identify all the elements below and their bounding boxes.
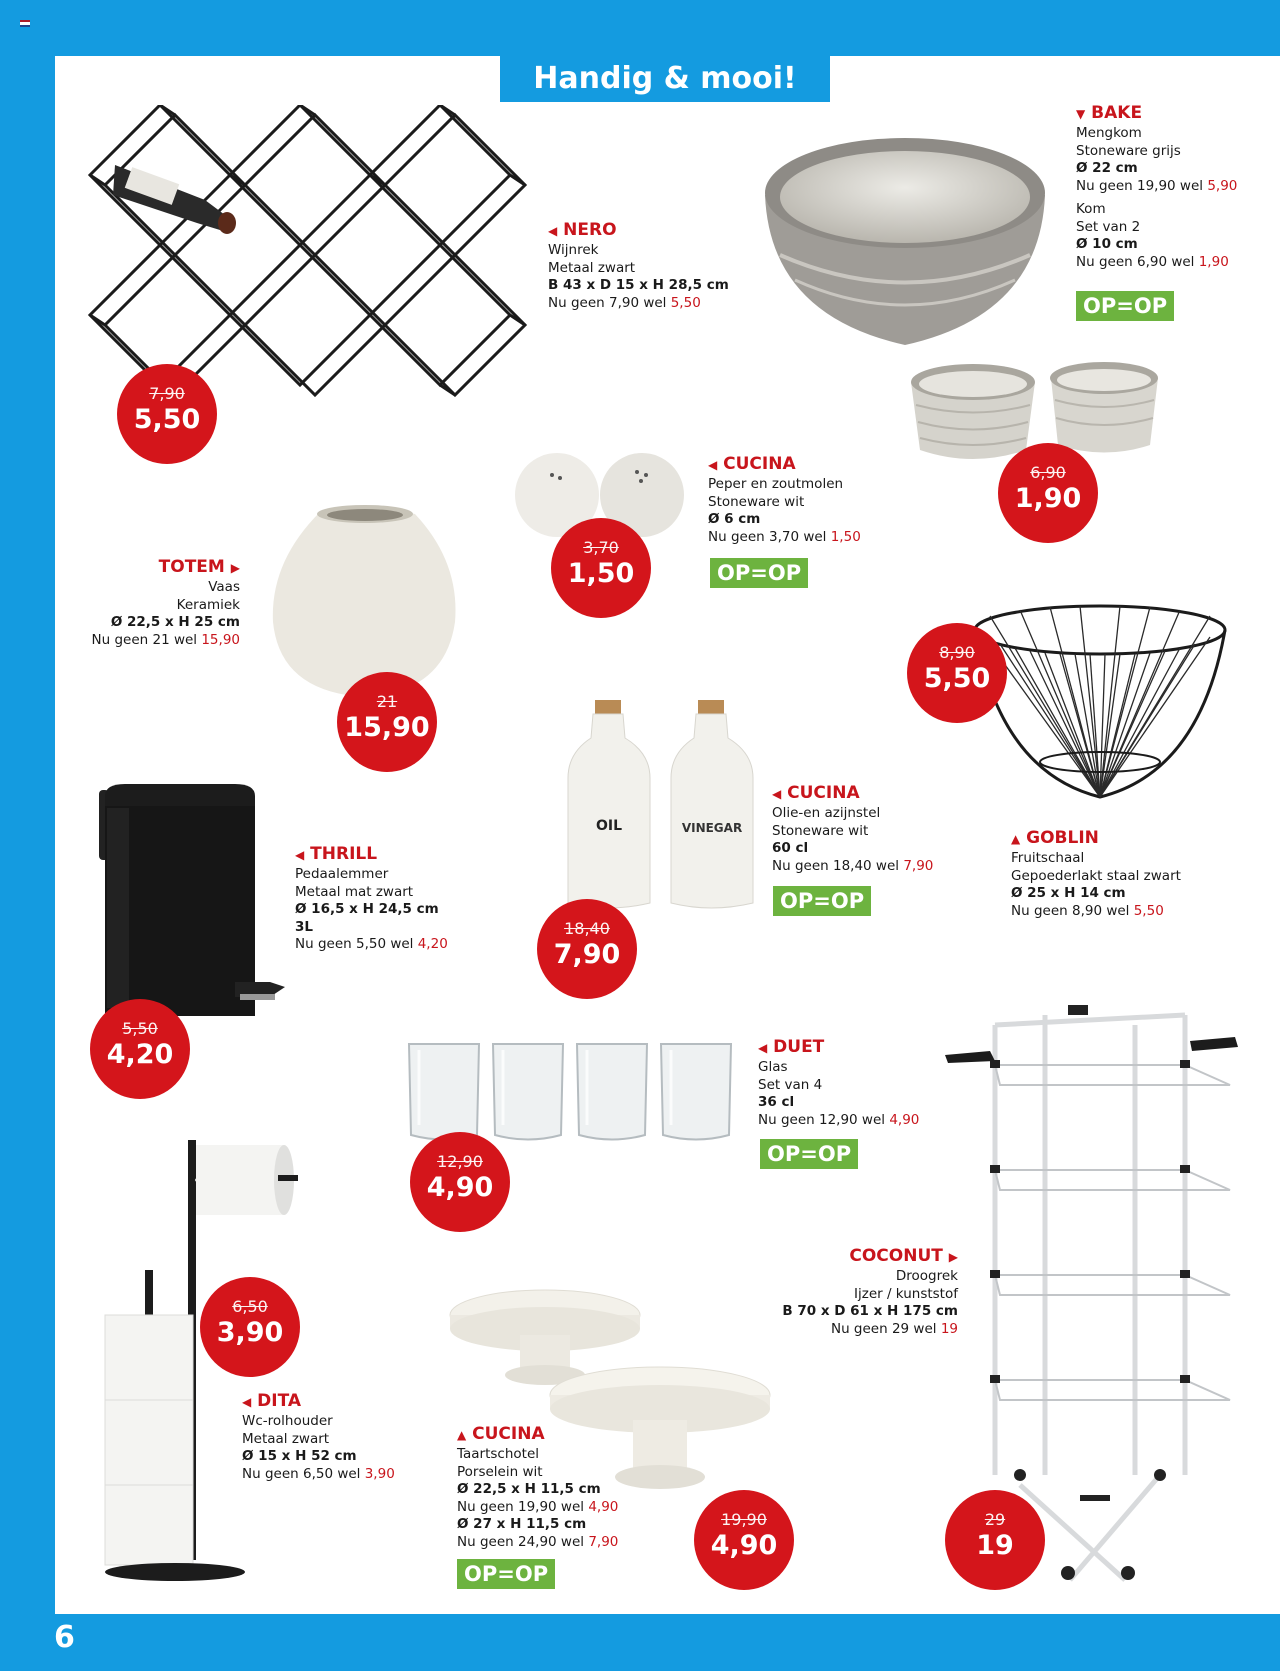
mixing-bowl-image bbox=[760, 135, 1050, 350]
bottle-label-oil: OIL bbox=[595, 818, 623, 834]
arrow-left-icon: ◀ bbox=[548, 224, 558, 238]
op-op-label-bake: OP=OP bbox=[1076, 291, 1174, 321]
product-info-nero: ◀ NERO Wijnrek Metaal zwart B 43 x D 15 x H 28,5 cm Nu geen 7,90 wel 5,50 bbox=[548, 220, 729, 311]
price-badge-cucina-peper: 3,70 1,50 bbox=[551, 518, 651, 618]
product-info-dita: ◀ DITA Wc-rolhouder Metaal zwart Ø 15 x H 52 cm Nu geen 6,50 wel 3,90 bbox=[242, 1391, 395, 1482]
vase-image bbox=[265, 502, 465, 702]
wine-rack-image bbox=[85, 105, 545, 405]
arrow-down-icon: ▼ bbox=[1076, 107, 1086, 121]
product-info-thrill: ◀ THRILL Pedaalemmer Metaal mat zwart Ø 16,5 x H 24,5 cm 3L Nu geen 5,50 wel 4,20 bbox=[295, 844, 448, 952]
oil-vinegar-image bbox=[565, 698, 755, 913]
product-info-goblin: ▲ GOBLIN Fruitschaal Gepoederlakt staal zwart Ø 25 x H 14 cm Nu geen 8,90 wel 5,50 bbox=[1011, 828, 1181, 919]
op-op-label-cucina-peper: OP=OP bbox=[710, 558, 808, 588]
product-info-cucina-oil: ◀ CUCINA Olie-en azijnstel Stoneware wit 60 cl Nu geen 18,40 wel 7,90 bbox=[772, 783, 934, 874]
price-badge-cucina-cake: 19,90 4,90 bbox=[694, 1490, 794, 1590]
flag-icon bbox=[20, 20, 30, 27]
page-title: Handig & mooi! bbox=[500, 56, 830, 102]
price-badge-duet: 12,90 4,90 bbox=[410, 1132, 510, 1232]
price-badge-nero: 7,90 5,50 bbox=[117, 364, 217, 464]
arrow-left-icon: ◀ bbox=[242, 1395, 252, 1409]
op-op-label-cucina-oil: OP=OP bbox=[773, 886, 871, 916]
price-badge-thrill: 5,50 4,20 bbox=[90, 999, 190, 1099]
product-info-coconut: COCONUT ▶ Droogrek Ijzer / kunststof B 70 x D 61 x H 175 cm Nu geen 29 wel 19 bbox=[782, 1246, 958, 1337]
price-badge-cucina-oil: 18,40 7,90 bbox=[537, 899, 637, 999]
price-badge-goblin: 8,90 5,50 bbox=[907, 623, 1007, 723]
fruit-bowl-image bbox=[970, 602, 1230, 802]
arrow-up-icon: ▲ bbox=[1011, 832, 1021, 846]
price-badge-bake: 6,90 1,90 bbox=[998, 443, 1098, 543]
arrow-left-icon: ◀ bbox=[772, 787, 782, 801]
pedal-bin-image bbox=[95, 782, 290, 1032]
arrow-up-icon: ▲ bbox=[457, 1428, 467, 1442]
price-badge-totem: 21 15,90 bbox=[337, 672, 437, 772]
arrow-left-icon: ◀ bbox=[295, 848, 305, 862]
arrow-right-icon: ▶ bbox=[230, 561, 240, 575]
arrow-left-icon: ◀ bbox=[758, 1041, 768, 1055]
page-number: 6 bbox=[54, 1620, 75, 1655]
arrow-left-icon: ◀ bbox=[708, 458, 718, 472]
product-info-bake: ▼ BAKE Mengkom Stoneware grijs Ø 22 cm Nu geen 19,90 wel 5,90 Kom Set van 2 Ø 10 cm Nu geen 6,90 wel 1,90 bbox=[1076, 103, 1238, 270]
glasses-image bbox=[405, 1040, 735, 1145]
product-info-cucina-cake: ▲ CUCINA Taartschotel Porselein wit Ø 22,5 x H 11,5 cm Nu geen 19,90 wel 4,90 Ø 27 x H 11,5 cm Nu geen 24,90 wel 7,90 bbox=[457, 1424, 619, 1550]
product-info-cucina-peper: ◀ CUCINA Peper en zoutmolen Stoneware wit Ø 6 cm Nu geen 3,70 wel 1,50 bbox=[708, 454, 861, 545]
arrow-right-icon: ▶ bbox=[948, 1250, 958, 1264]
product-info-duet: ◀ DUET Glas Set van 4 36 cl Nu geen 12,90 wel 4,90 bbox=[758, 1037, 920, 1128]
bottle-label-vinegar: VINEGAR bbox=[681, 821, 743, 835]
price-badge-coconut: 29 19 bbox=[945, 1490, 1045, 1590]
op-op-label-duet: OP=OP bbox=[760, 1139, 858, 1169]
price-badge-dita: 6,50 3,90 bbox=[200, 1277, 300, 1377]
product-info-totem: TOTEM ▶ Vaas Keramiek Ø 22,5 x H 25 cm Nu geen 21 wel 15,90 bbox=[91, 557, 240, 648]
op-op-label-cucina-cake: OP=OP bbox=[457, 1559, 555, 1589]
